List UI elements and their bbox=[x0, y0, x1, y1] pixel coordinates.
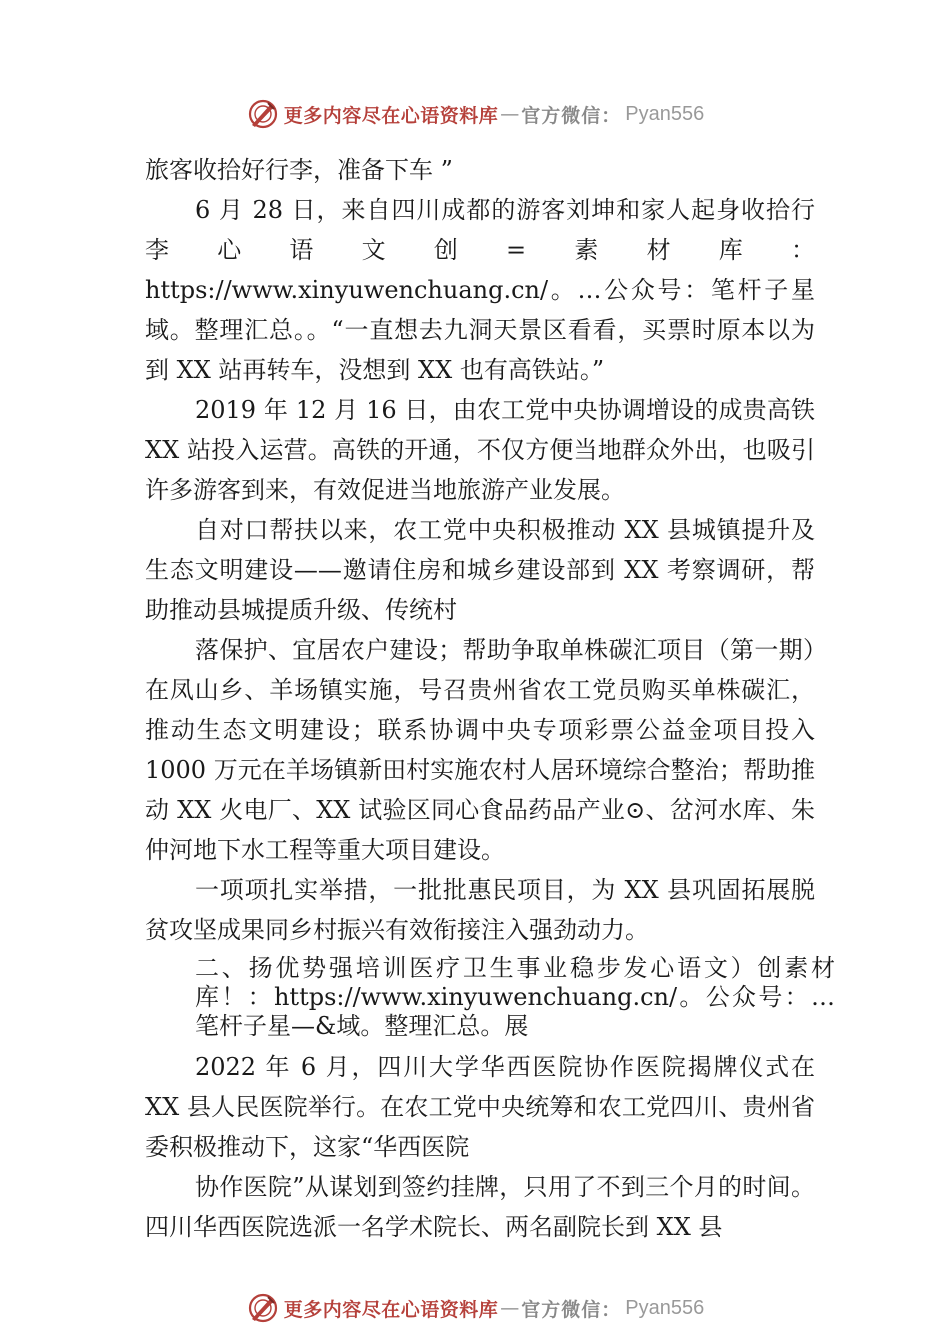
paragraph-3: 2019 年 12 月 16 日，由农工党中央协调增设的成贵高铁 XX 站投入运营。高铁的开通，不仅方便当地群众外出，也吸引许多游客到来，有效促进当地旅游产业发展。 bbox=[145, 396, 815, 504]
banner-dash: — bbox=[500, 1297, 520, 1319]
paragraph-2: 6 月 28 日，来自四川成都的游客刘坤和家人起身收拾行李心语文创=素材库：https://www.xinyuwenchuang.cn/。…公众号：笔杆子星域。整理汇总。。“一直想去九洞天景区看看，买票时原本以为到 XX 站再转车，没想到 XX 也有高铁站。” bbox=[145, 196, 815, 384]
brand-name: 更多内容尽在心语资料库 bbox=[283, 104, 499, 127]
brand-logo-icon bbox=[246, 97, 280, 131]
brand-logo-icon bbox=[246, 1291, 280, 1325]
wechat-id: Pyan556 bbox=[625, 1296, 705, 1319]
paragraph-5: 落保护、宜居农户建设；帮助争取单株碳汇项目（第一期）在凤山乡、羊场镇实施，号召贵州省农工党员购买单株碳汇，推动生态文明建设；联系协调中央专项彩票公益金项目投入 1000 万元在羊场镇新田村实施农村人居环境综合整治；帮助推动 XX 火电厂、XX 试验区同心食品药品产业⊙、岔河水库、朱仲河地下水工程等重大项目建设。 bbox=[145, 636, 815, 864]
section-heading: 二、扬优势强培训医疗卫生事业稳步发心语文）创素材库！：https://www.xinyuwenchuang.cn/。公众号：…笔杆子星—&域。整理汇总。展 bbox=[195, 954, 835, 1040]
header-banner bbox=[0, 94, 950, 134]
paragraph-6: 一项项扎实举措，一批批惠民项目，为 XX 县巩固拓展脱贫攻坚成果同乡村振兴有效衔接注入强劲动力。 bbox=[145, 876, 815, 944]
wechat-label: 官方微信： bbox=[521, 104, 622, 127]
paragraph-8: 协作医院”从谋划到签约挂牌，只用了不到三个月的时间。四川华西医院选派一名学术院长、两名副院长到 XX 县 bbox=[145, 1173, 815, 1241]
footer-banner bbox=[0, 1288, 950, 1328]
paragraph-7: 2022 年 6 月，四川大学华西医院协作医院揭牌仪式在 XX 县人民医院举行。在农工党中央统筹和农工党四川、贵州省委积极推动下，这家“华西医院 bbox=[145, 1053, 815, 1161]
wechat-label: 官方微信： bbox=[521, 1298, 622, 1321]
brand-name: 更多内容尽在心语资料库 bbox=[283, 1298, 499, 1321]
paragraph-4: 自对口帮扶以来，农工党中央积极推动 XX 县城镇提升及生态文明建设——邀请住房和城乡建设部到 XX 考察调研，帮助推动县城提质升级、传统村 bbox=[145, 516, 815, 624]
document-body bbox=[145, 150, 835, 1247]
wechat-id: Pyan556 bbox=[625, 102, 705, 125]
paragraph-1: 旅客收拾好行李，准备下车 ” bbox=[145, 156, 453, 184]
banner-dash: — bbox=[500, 103, 520, 125]
